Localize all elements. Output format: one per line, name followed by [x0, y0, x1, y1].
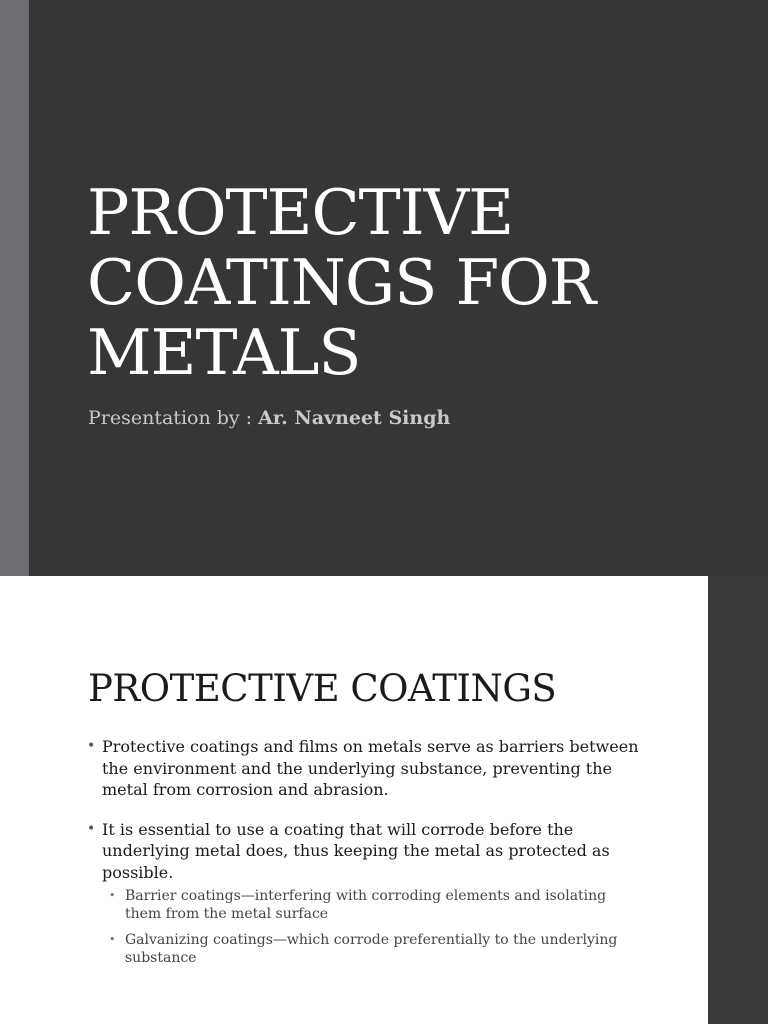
- sub-bullet-dot-icon: •: [109, 889, 116, 902]
- bullet-dot-icon: •: [87, 738, 96, 754]
- sub-bullet-list: [106, 887, 644, 967]
- sub-bullet-dot-icon: •: [109, 933, 116, 946]
- sub-bullet-text: Barrier coatings—interfering with corroding elements and isolating them from the metal surface: [125, 888, 607, 922]
- list-item: [106, 931, 644, 967]
- list-item: [84, 736, 644, 801]
- bullet-dot-icon: •: [87, 820, 96, 837]
- presentation-subtitle: [88, 405, 450, 431]
- slide-heading: PROTECTIVE COATINGS: [88, 667, 557, 710]
- bullet-text: It is essential to use a coating that will corrode before the underlying metal does, thus keeping the metal as protected as possible.: [102, 819, 610, 882]
- accent-side-bar: [0, 0, 29, 576]
- presentation-title: PROTECTIVE COATINGS FOR METALS: [87, 176, 596, 389]
- content-slide: [0, 576, 708, 1024]
- sub-bullet-text: Galvanizing coatings—which corrode preferentially to the underlying substance: [125, 932, 618, 966]
- bullet-list: [84, 736, 644, 985]
- subtitle-prefix: Presentation by :: [88, 407, 259, 429]
- author-name: Ar. Navneet Singh: [258, 407, 451, 429]
- list-item: [84, 819, 644, 968]
- bullet-text: Protective coatings and films on metals serve as barriers between the environment and the underlying substance, preventing the metal from corrosion and abrasion.: [102, 737, 639, 799]
- list-item: [106, 887, 644, 923]
